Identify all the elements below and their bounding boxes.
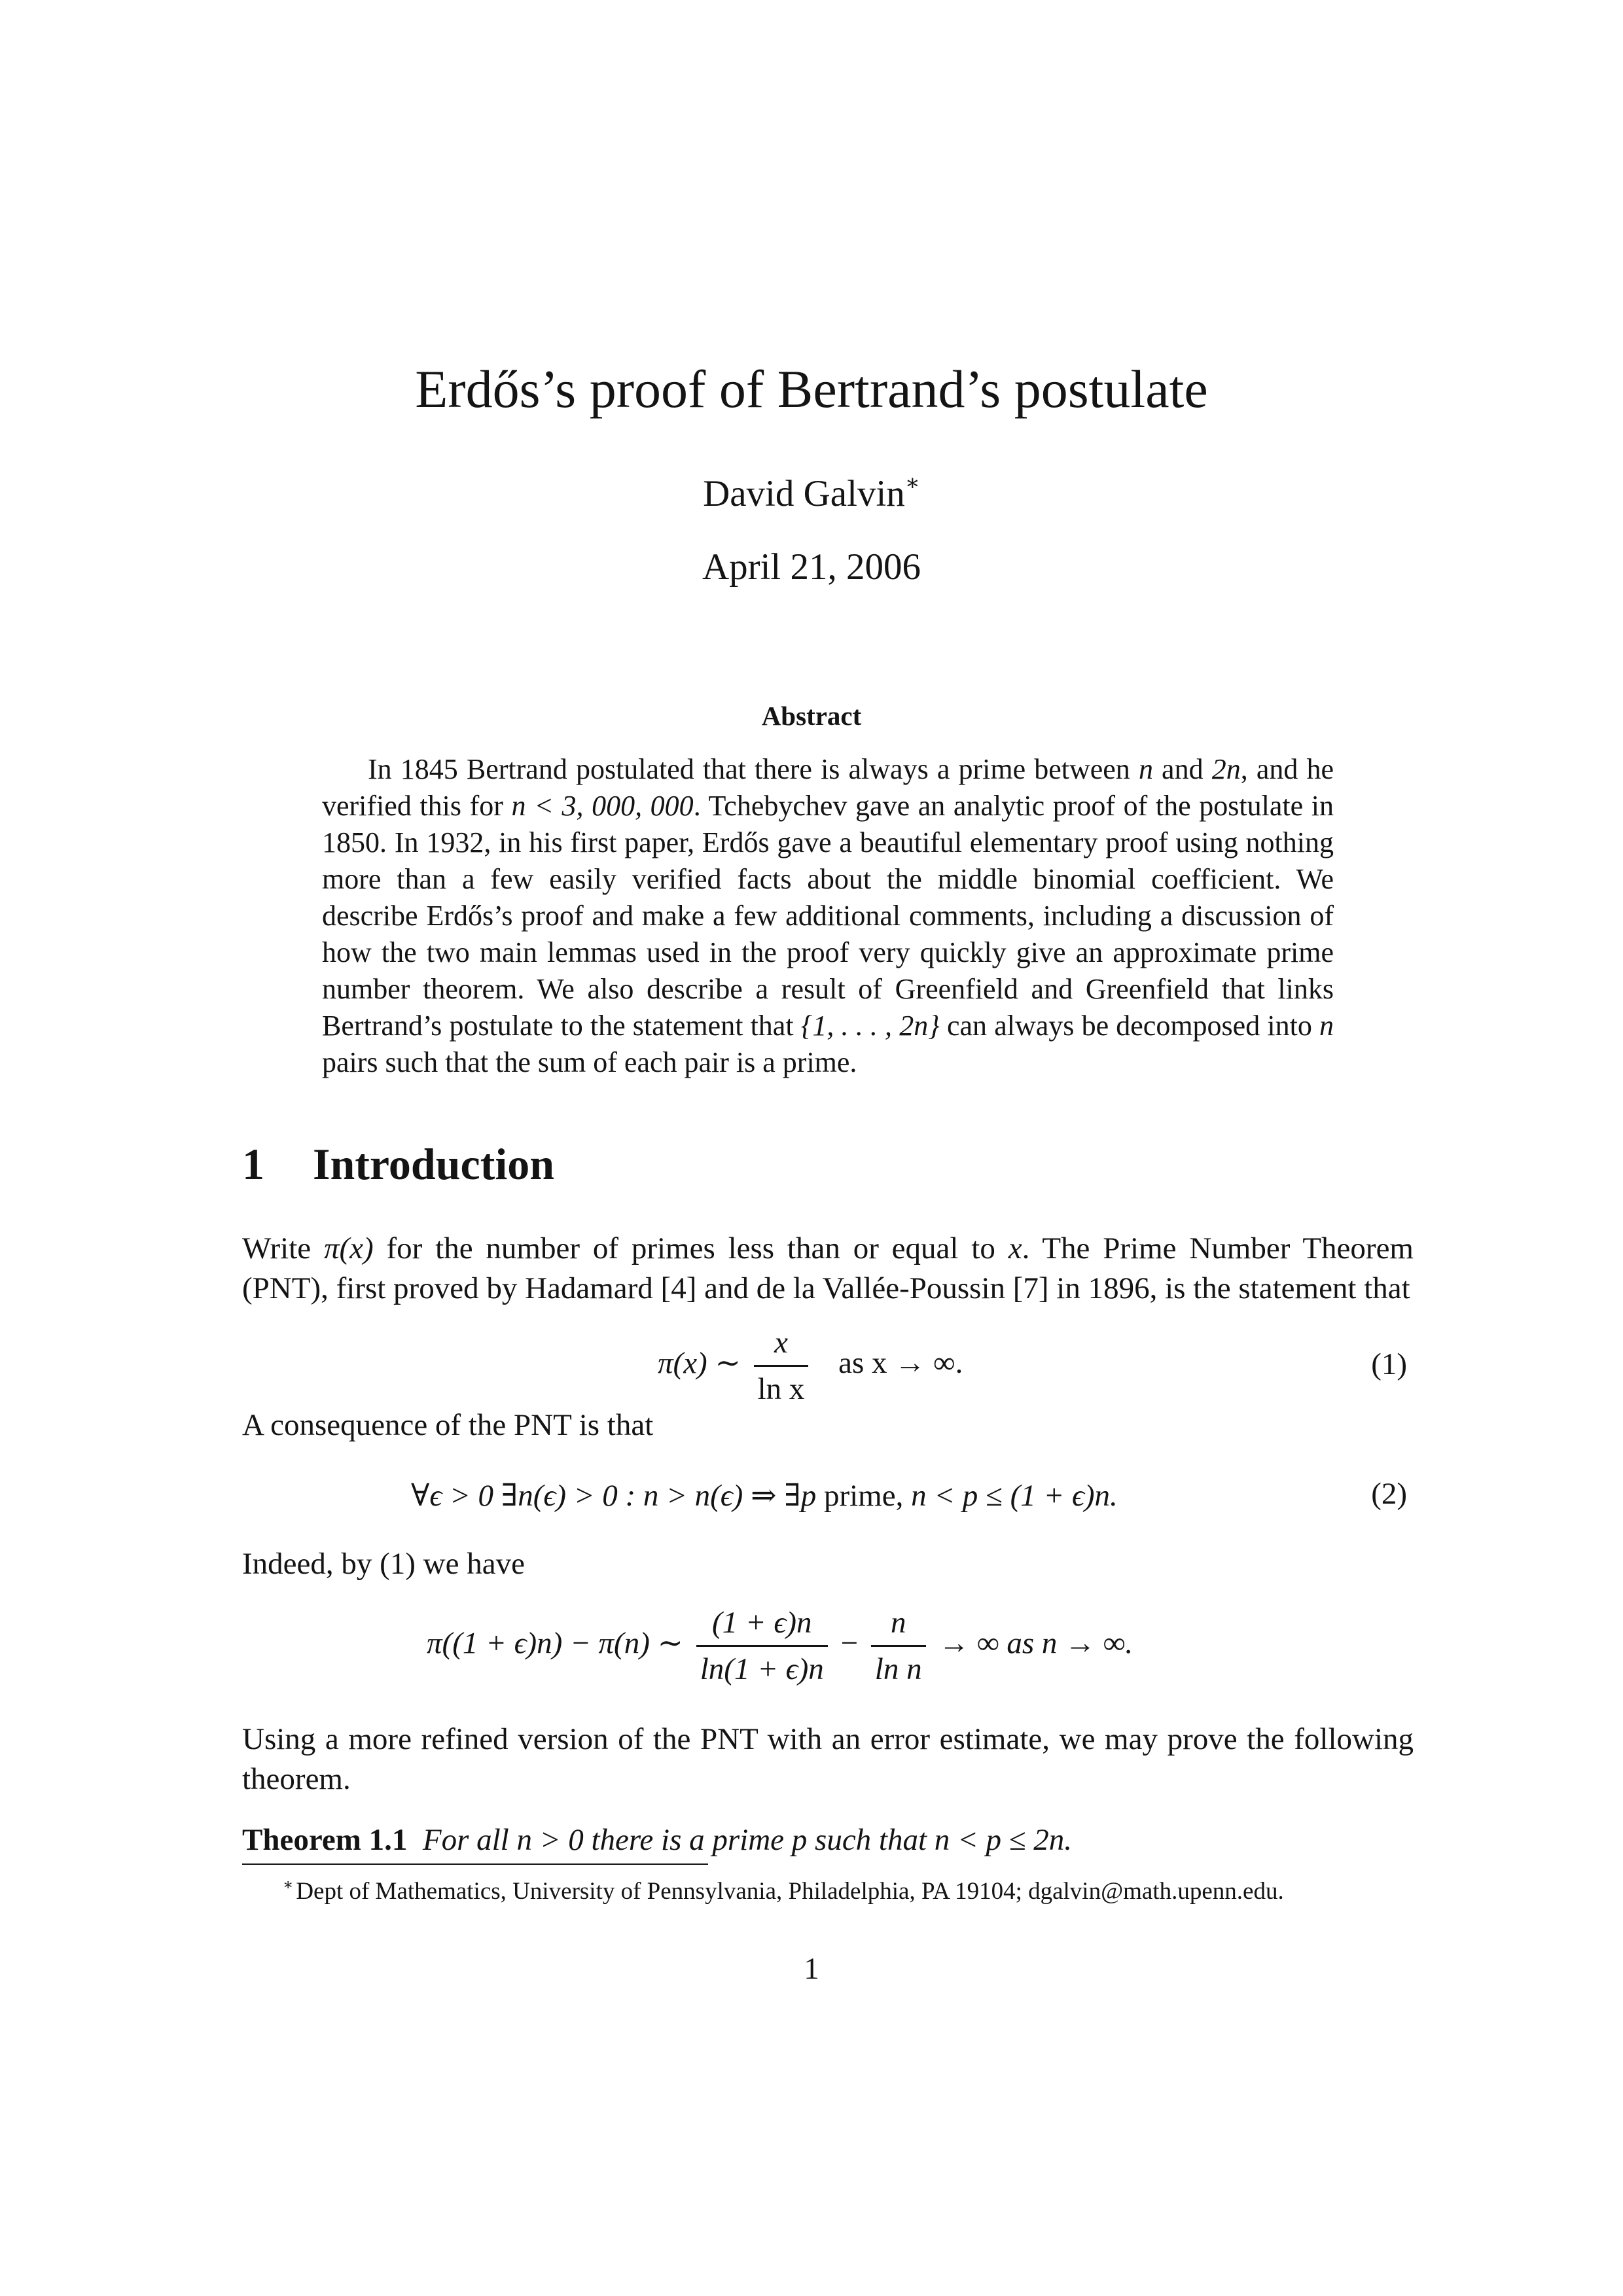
eq3-fraction-1: [696, 1603, 828, 1689]
author-line: [0, 470, 1623, 515]
theorem-statement: For all n > 0 there is a prime p such that n < p ≤ 2n.: [422, 1823, 1073, 1857]
body-text: Write: [242, 1231, 324, 1265]
eq3-fraction-2: [871, 1603, 926, 1689]
eq1-lhs: π(x) ∼: [658, 1346, 741, 1381]
footnote: [283, 1875, 1284, 1905]
footnote-text: Dept of Mathematics, University of Pennsylvania, Philadelphia, PA 19104; dgalvin@math.upenn.edu.: [296, 1878, 1284, 1905]
eq2-part-a: ∀ϵ > 0 ∃n(ϵ) > 0 : n > n(ϵ) ⇒ ∃p: [411, 1479, 817, 1513]
abstract-heading: Abstract: [761, 701, 862, 731]
math-inline: π(x): [323, 1231, 374, 1265]
body-text: for the number of primes less than or equal to: [373, 1231, 1008, 1265]
author-footnote-mark: ∗: [904, 471, 920, 495]
footnote-mark: ∗: [283, 1877, 294, 1894]
consequence-text: A consequence of the PNT is that: [242, 1408, 654, 1442]
eq3-minus: −: [840, 1626, 859, 1661]
indeed-text: Indeed, by (1) we have: [242, 1547, 525, 1581]
eq3-denominator-1: ln(1 + ϵ)n: [700, 1652, 824, 1686]
abstract-text: and: [1152, 753, 1212, 785]
footnote-rule: [242, 1863, 708, 1865]
body-text: . The Prime Number Theorem (PNT), first proved by Hadamard [4] and de la Vallée-Poussin [7] in 1896, is the statement that: [242, 1231, 1414, 1305]
eq3-lhs: π((1 + ϵ)n) − π(n) ∼: [427, 1626, 683, 1661]
eq1-fraction: [754, 1323, 809, 1409]
math-inline: {1, . . . , 2n}: [800, 1010, 940, 1042]
theorem-1-1: [242, 1820, 1414, 1860]
equation-1-number: (1): [1371, 1347, 1407, 1381]
refined-paragraph: Using a more refined version of the PNT with an error estimate, we may prove the following theorem.: [242, 1722, 1414, 1796]
intro-paragraph: [242, 1229, 1414, 1309]
paper-date: April 21, 2006: [702, 546, 921, 588]
author-name: David Galvin: [703, 473, 905, 514]
eq3-numerator-2: n: [871, 1603, 926, 1647]
abstract-text: In 1845 Bertrand postulated that there is always a prime between: [368, 753, 1139, 785]
abstract-text: can always be decomposed into: [939, 1010, 1319, 1042]
equation-3: [427, 1603, 1133, 1689]
section-heading: [242, 1139, 554, 1190]
eq3-rhs: → ∞ as n → ∞.: [938, 1626, 1133, 1661]
eq3-denominator-2: ln n: [874, 1652, 922, 1686]
equation-1: [658, 1323, 963, 1409]
paper-title: Erdős’s proof of Bertrand’s postulate: [415, 359, 1208, 419]
abstract-text: pairs such that the sum of each pair is a prime.: [322, 1046, 857, 1078]
math-inline: n < 3, 000, 000: [511, 790, 694, 822]
section-title: Introduction: [313, 1139, 555, 1189]
abstract-paragraph: [322, 751, 1334, 1081]
eq1-rhs: as x → ∞.: [838, 1346, 963, 1381]
eq1-denominator: ln x: [757, 1372, 805, 1406]
eq1-numerator: x: [754, 1323, 809, 1367]
equation-2-number: (2): [1371, 1477, 1407, 1511]
math-inline: x: [1008, 1231, 1022, 1265]
section-number: 1: [242, 1139, 264, 1189]
equation-2: [411, 1476, 1118, 1515]
eq2-part-b: n < p ≤ (1 + ϵ)n.: [911, 1479, 1118, 1513]
eq3-numerator-1: (1 + ϵ)n: [696, 1603, 828, 1647]
eq2-word: prime,: [816, 1479, 912, 1513]
math-inline: 2n: [1211, 753, 1241, 785]
abstract-body: [322, 751, 1334, 1081]
math-inline: n: [1319, 1010, 1334, 1042]
page-number: 1: [804, 1952, 819, 1986]
math-inline: n: [1138, 753, 1153, 785]
abstract-text: , and he verified this for: [322, 753, 1334, 822]
abstract-text: . Tchebychev gave an analytic proof of the postulate in 1850. In 1932, in his first paper, Erdős gave a beautiful elementary proof using nothing more than a few easily verified facts about the middle binomial coefficient. We describe Erdős’s proof and make a few additional comments, including a discussion of how the two main lemmas used in the proof very quickly give an approximate prime number theorem. We also describe a result of Greenfield and Greenfield that links Bertrand’s postulate to the statement that: [322, 790, 1334, 1042]
theorem-label: Theorem 1.1: [242, 1823, 408, 1857]
